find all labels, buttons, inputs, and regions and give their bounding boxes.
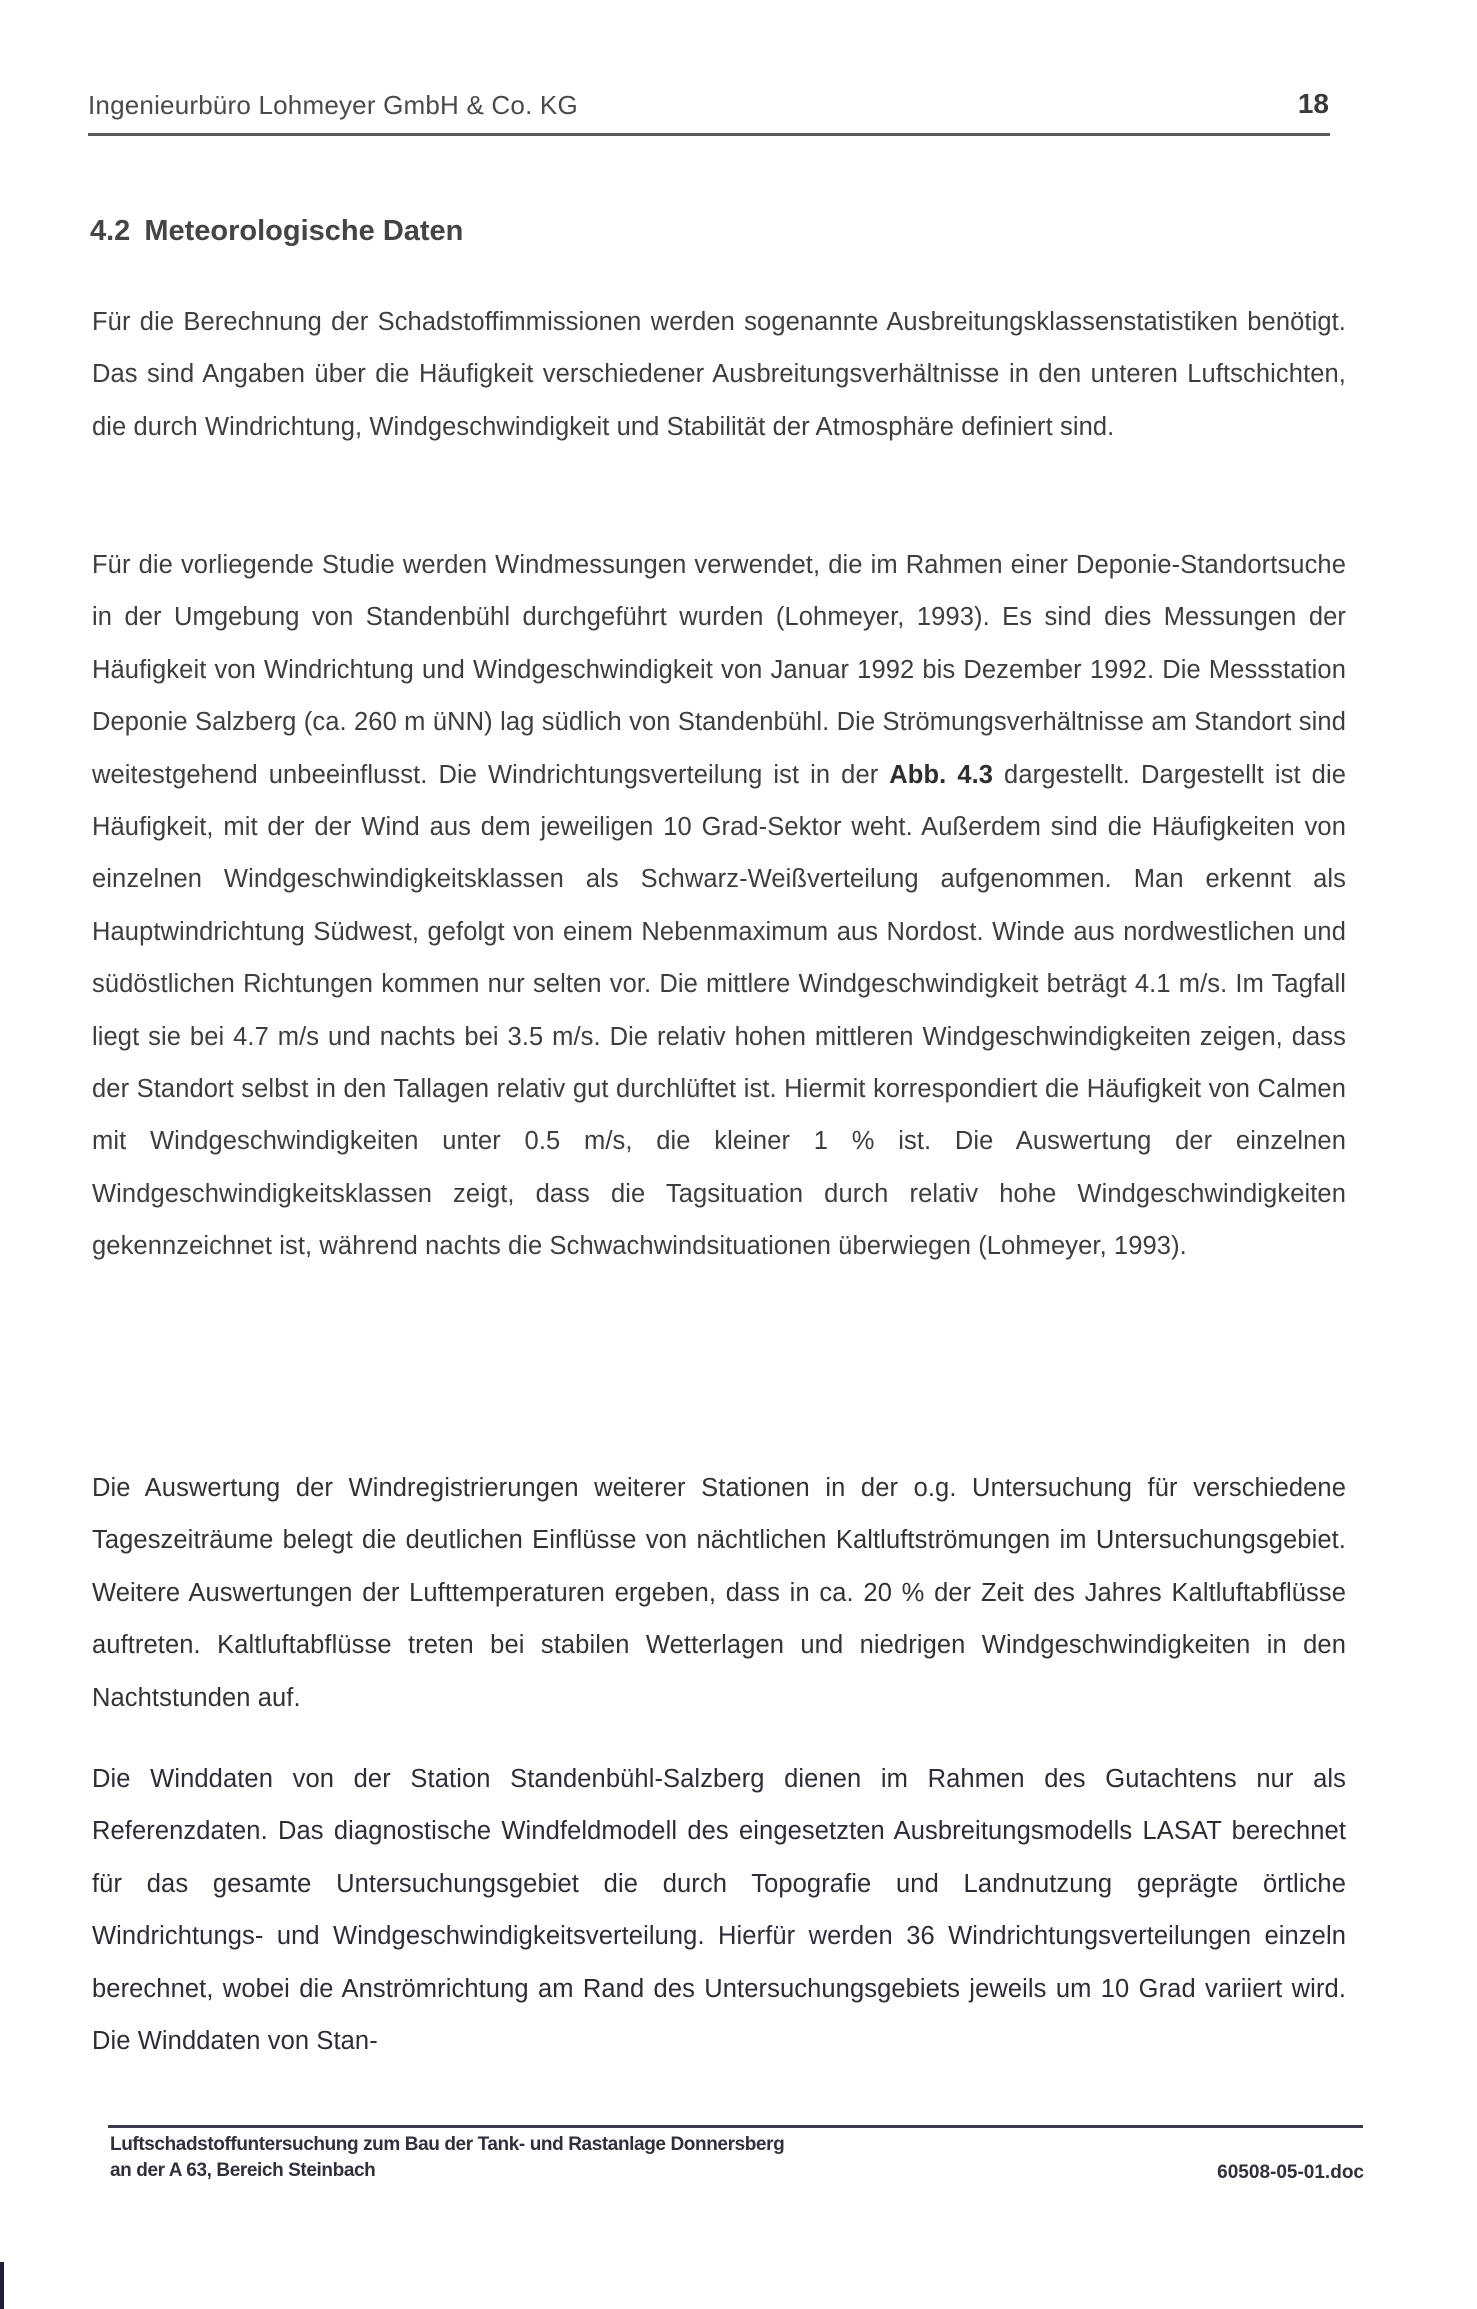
paragraph-2 bbox=[92, 539, 1346, 1273]
section-number: 4.2 bbox=[90, 215, 131, 247]
paragraph-3: Die Auswertung der Windregistrierungen weiterer Stationen in der o.g. Untersuchung für verschiedene Tageszeiträume belegt die deutlichen Einflüsse von nächtlichen Kaltluftströmungen im Untersuchungsgebiet. Weitere Auswertungen der Lufttemperaturen ergeben, dass in ca. 20 % der Zeit des Jahres Kaltluftabflüsse auftreten. Kaltluftabflüsse treten bei stabilen Wetterlagen und niedrigen Windgeschwindigkeiten in den Nachtstunden auf. bbox=[92, 1474, 1346, 1712]
footer-document-id: 60508-05-01.doc bbox=[1217, 2162, 1364, 2183]
page-number: 18 bbox=[1297, 88, 1329, 119]
footer-divider bbox=[108, 2125, 1363, 2128]
paragraph-2-text-a: Für die vorliegende Studie werden Windmessungen verwendet, die im Rahmen einer Deponie-Standortsuche in der Umgebung von Standenbühl durchgeführt wurden (Lohmeyer, 1993). Es sind dies Messungen der Häufigkeit von Windrichtung und Windgeschwindigkeit von Januar 1992 bis Dezember 1992. Die Messstation Deponie Salzberg (ca. 260 m üNN) lag südlich von Standenbühl. Die Strömungsverhältnisse am Standort sind weitestgehend unbeeinflusst. Die Windrichtungsverteilung ist in der bbox=[92, 551, 1346, 789]
figure-reference: Abb. 4.3 bbox=[889, 760, 994, 789]
header-divider bbox=[88, 133, 1330, 136]
section-heading bbox=[90, 215, 463, 248]
footer-project-title: Luftschadstoffuntersuchung zum Bau der Tank- und Rastanlage Donnersberg bbox=[110, 2134, 785, 2155]
section-title: Meteorologische Daten bbox=[144, 215, 464, 247]
paragraph-1: Für die Berechnung der Schadstoffimmissionen werden sogenannte Ausbreitungsklassenstatistiken benötigt. Das sind Angaben über die Häufigkeit verschiedener Ausbreitungsverhältnisse in den unteren Luftschichten, die durch Windrichtung, Windgeschwindigkeit und Stabilität der Atmosphäre definiert sind. bbox=[92, 308, 1346, 441]
paragraph-4: Die Winddaten von der Station Standenbühl-Salzberg dienen im Rahmen des Gutachtens nur als Referenzdaten. Das diagnostische Windfeldmodell des eingesetzten Ausbreitungsmodells LASAT berechnet für das gesamte Untersuchungsgebiet die durch Topografie und Landnutzung geprägte örtliche Windrichtungs- und Windgeschwindigkeitsverteilung. Hierfür werden 36 Windrichtungsverteilungen einzeln berechnet, wobei die Anströmrichtung am Rand des Untersuchungsgebiets jeweils um 10 Grad variiert wird. Die Winddaten von Stan- bbox=[92, 1765, 1346, 2056]
paragraph-2-text-b: dargestellt. Dargestellt ist die Häufigkeit, mit der der Wind aus dem jeweiligen 10 Grad-Sektor weht. Außerdem sind die Häufigkeiten von einzelnen Windgeschwindigkeitsklassen als Schwarz-Weißverteilung aufgenommen. Man erkennt als Hauptwindrichtung Südwest, gefolgt von einem Nebenmaximum aus Nordost. Winde aus nordwestlichen und südöstlichen Richtungen kommen nur selten vor. Die mittlere Windgeschwindigkeit beträgt 4.1 m/s. Im Tagfall liegt sie bei 4.7 m/s und nachts bei 3.5 m/s. Die relativ hohen mittleren Windgeschwindigkeiten zeigen, dass der Standort selbst in den Tallagen relativ gut durchlüftet ist. Hiermit korrespondiert die Häufigkeit von Calmen mit Windgeschwindigkeiten unter 0.5 m/s, die kleiner 1 % ist. Die Auswertung der einzelnen Windgeschwindigkeitsklassen zeigt, dass die Tagsituation durch relativ hohe Windgeschwindigkeiten gekennzeichnet ist, während nachts die Schwachwindsituationen überwiegen (Lohmeyer, 1993). bbox=[92, 760, 1346, 1261]
header-company: Ingenieurbüro Lohmeyer GmbH & Co. KG bbox=[88, 90, 578, 120]
footer-project-location: an der A 63, Bereich Steinbach bbox=[110, 2160, 376, 2181]
scan-edge-mark bbox=[0, 2262, 4, 2309]
